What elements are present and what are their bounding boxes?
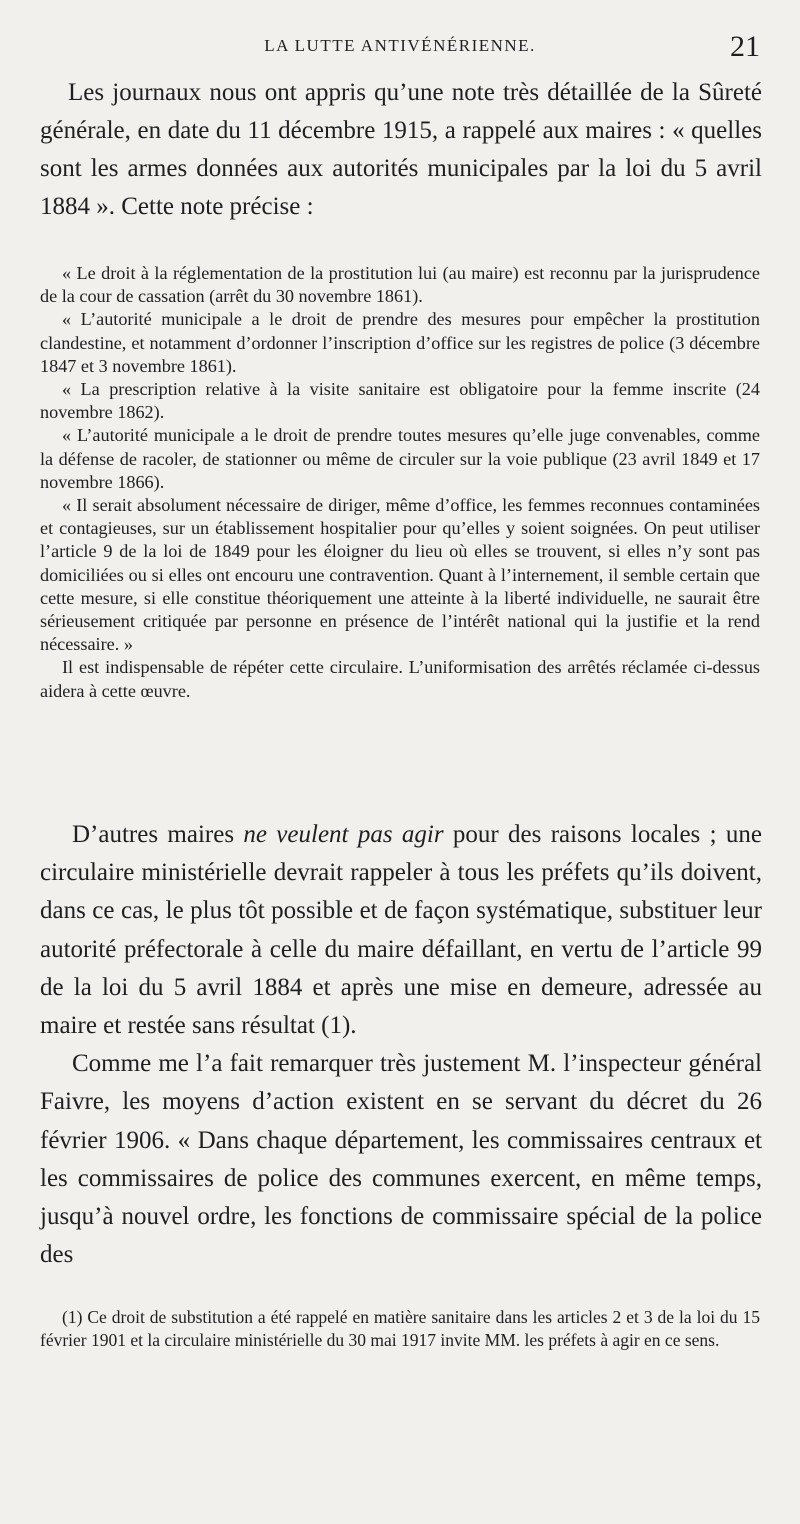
body-text [40, 816, 762, 1274]
quote-paragraph: « L’autorité municipale a le droit de prendre des mesures pour empêcher la prostitution clandestine, et notamment d’ordonner l’inscription d’office sur les registres de police (3 décembre 1847 et 3 novembre 1861). [40, 309, 760, 376]
quote-paragraph: « L’autorité municipale a le droit de prendre toutes mesures qu’elle juge convenables, comme la défense de racoler, de stationner ou même de circuler sur la voie publique (23 avril 1849 et 17 novembre 1866). [40, 425, 760, 492]
body-paragraph: Comme me l’a fait remarquer très justement M. l’inspecteur général Faivre, les moyens d’action existent en se servant du décret du 26 février 1906. « Dans chaque département, les commissaires centraux et les commissaires de police des communes exercent, en même temps, jusqu’à nouvel ordre, les fonctions de commissaire spécial de la police des [40, 1050, 762, 1269]
quote-paragraph: « Il serait absolument nécessaire de diriger, même d’office, les femmes reconnues contaminées et contagieuses, sur un établissement hospitalier pour qu’elles y soient soignées. On peut utiliser l’article 9 de la loi de 1849 pour les éloigner du lieu où elles se trouvent, si elles n’y sont pas domiciliées ou si elles ont encouru une contravention. Quant à l’internement, il semble certain que cette mesure, si elle constitue théoriquement une atteinte à la liberté individuelle, ne saurait être sérieusement critiquée par personne en présence de l’intérêt national qui la justifie et la rend nécessaire. » [40, 495, 760, 655]
intro-paragraph: Les journaux nous ont appris qu’une note très détaillée de la Sûreté générale, en date du 11 décembre 1915, a rappelé aux maires : « quelles sont les armes données aux autorités municipales par la loi du 5 avril 1884 ». Cette note précise : [40, 79, 762, 220]
body-text-span: pour des raisons locales ; une circulaire ministérielle devrait rappeler à tous les préfets qu’ils doivent, dans ce cas, le plus tôt possible et de façon systématique, substituer leur autorité préfectorale à celle du maire défaillant, en vertu de l’article 99 de la loi du 5 avril 1884 et après une mise en demeure, adressée au maire et restée sans résultat (1). [40, 821, 762, 1040]
quote-paragraph: Il est indispensable de répéter cette circulaire. L’uniformisation des arrêtés réclamée ci-dessus aidera à cette œuvre. [40, 657, 760, 701]
body-text-span: D’autres maires [72, 821, 244, 848]
quoted-circular [40, 262, 760, 703]
emphasis-text: ne veulent pas agir [243, 821, 444, 848]
quote-paragraph: « Le droit à la réglementation de la prostitution lui (au maire) est reconnu par la jurisprudence de la cour de cassation (arrêt du 30 novembre 1861). [40, 263, 760, 307]
footnote: (1) Ce droit de substitution a été rappelé en matière sanitaire dans les articles 2 et 3 de la loi du 15 février 1901 et la circulaire ministérielle du 30 mai 1917 invite MM. les préfets à agir en ce sens. [40, 1307, 760, 1350]
body-paragraph [40, 816, 762, 1045]
quote-paragraph: « La prescription relative à la visite sanitaire est obligatoire pour la femme inscrite (24 novembre 1862). [40, 379, 760, 423]
running-title: LA LUTTE ANTIVÉNÉRIENNE. [264, 36, 536, 55]
page-header [40, 30, 760, 70]
page-number: 21 [730, 30, 760, 63]
